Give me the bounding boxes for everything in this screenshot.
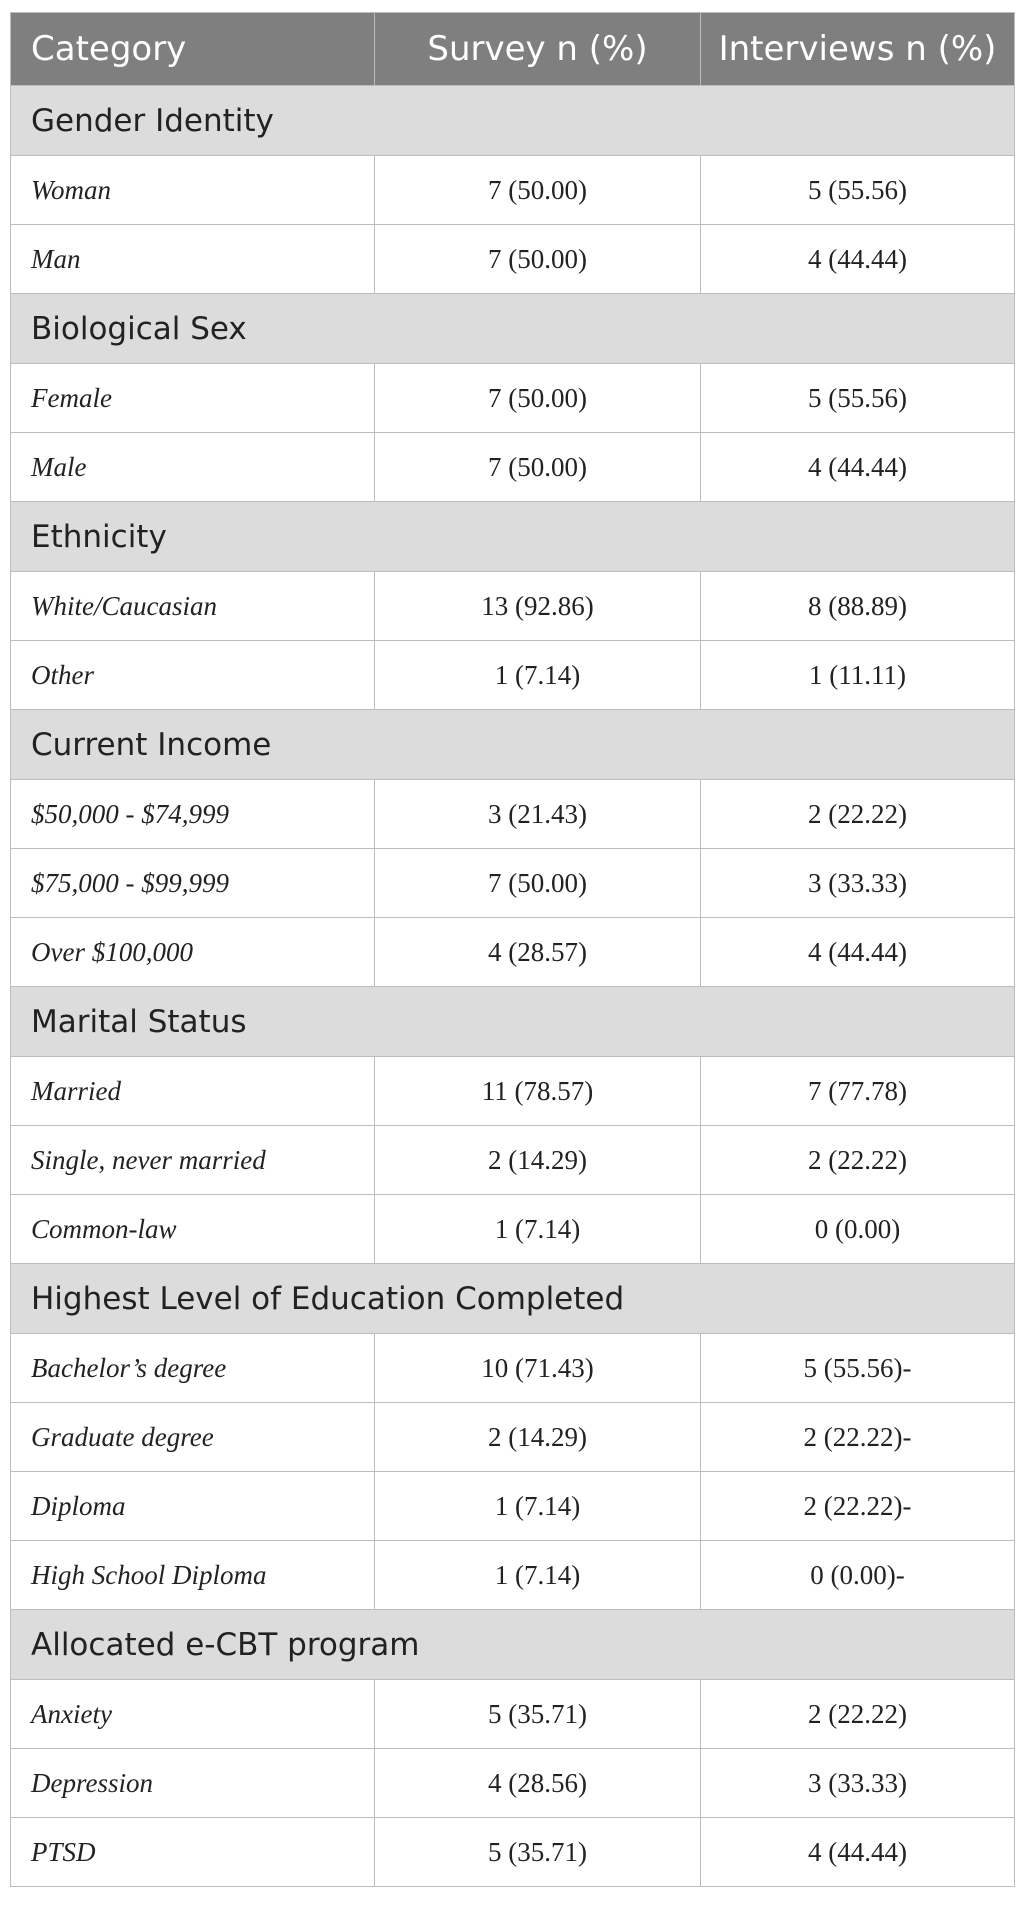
section-header-row	[11, 1264, 1015, 1334]
interviews-value: 5 (55.56)-	[701, 1334, 1015, 1403]
survey-value: 2 (14.29)	[375, 1403, 701, 1472]
survey-value: 1 (7.14)	[375, 1472, 701, 1541]
interviews-value: 2 (22.22)	[701, 780, 1015, 849]
table-row	[11, 225, 1015, 294]
row-label: White/Caucasian	[11, 572, 375, 641]
interviews-value: 1 (11.11)	[701, 641, 1015, 710]
interviews-value: 2 (22.22)-	[701, 1403, 1015, 1472]
survey-value: 13 (92.86)	[375, 572, 701, 641]
row-label: Common-law	[11, 1195, 375, 1264]
row-label: Depression	[11, 1749, 375, 1818]
table-row	[11, 1126, 1015, 1195]
table-row	[11, 156, 1015, 225]
demographics-table	[10, 12, 1015, 1887]
section-header-row	[11, 294, 1015, 364]
table-row	[11, 918, 1015, 987]
section-title: Gender Identity	[11, 86, 1015, 156]
row-label: $50,000 - $74,999	[11, 780, 375, 849]
row-label: Married	[11, 1057, 375, 1126]
survey-value: 4 (28.56)	[375, 1749, 701, 1818]
row-label: Diploma	[11, 1472, 375, 1541]
section-title: Ethnicity	[11, 502, 1015, 572]
interviews-value: 2 (22.22)	[701, 1680, 1015, 1749]
section-header-row	[11, 86, 1015, 156]
interviews-value: 4 (44.44)	[701, 225, 1015, 294]
table-row	[11, 1057, 1015, 1126]
row-label: High School Diploma	[11, 1541, 375, 1610]
survey-value: 4 (28.57)	[375, 918, 701, 987]
interviews-value: 5 (55.56)	[701, 156, 1015, 225]
row-label: PTSD	[11, 1818, 375, 1887]
interviews-value: 8 (88.89)	[701, 572, 1015, 641]
interviews-value: 2 (22.22)	[701, 1126, 1015, 1195]
survey-value: 11 (78.57)	[375, 1057, 701, 1126]
row-label: Other	[11, 641, 375, 710]
survey-value: 5 (35.71)	[375, 1680, 701, 1749]
survey-value: 7 (50.00)	[375, 225, 701, 294]
row-label: Over $100,000	[11, 918, 375, 987]
section-title: Biological Sex	[11, 294, 1015, 364]
interviews-value: 7 (77.78)	[701, 1057, 1015, 1126]
survey-value: 7 (50.00)	[375, 156, 701, 225]
section-title: Current Income	[11, 710, 1015, 780]
table-row	[11, 641, 1015, 710]
table-row	[11, 1541, 1015, 1610]
table-row	[11, 1680, 1015, 1749]
interviews-value: 4 (44.44)	[701, 433, 1015, 502]
row-label: $75,000 - $99,999	[11, 849, 375, 918]
row-label: Man	[11, 225, 375, 294]
survey-value: 1 (7.14)	[375, 1195, 701, 1264]
table-header-row	[11, 13, 1015, 86]
table-row	[11, 1818, 1015, 1887]
row-label: Male	[11, 433, 375, 502]
section-title: Highest Level of Education Completed	[11, 1264, 1015, 1334]
table-row	[11, 364, 1015, 433]
survey-value: 1 (7.14)	[375, 641, 701, 710]
section-header-row	[11, 502, 1015, 572]
table-row	[11, 1334, 1015, 1403]
interviews-value: 5 (55.56)	[701, 364, 1015, 433]
table-row	[11, 1749, 1015, 1818]
row-label: Bachelor’s degree	[11, 1334, 375, 1403]
survey-value: 7 (50.00)	[375, 849, 701, 918]
table-row	[11, 1403, 1015, 1472]
demographics-table-container	[10, 12, 1014, 1887]
survey-value: 10 (71.43)	[375, 1334, 701, 1403]
row-label: Single, never married	[11, 1126, 375, 1195]
row-label: Woman	[11, 156, 375, 225]
survey-value: 1 (7.14)	[375, 1541, 701, 1610]
section-header-row	[11, 1610, 1015, 1680]
table-row	[11, 572, 1015, 641]
table-row	[11, 849, 1015, 918]
row-label: Anxiety	[11, 1680, 375, 1749]
survey-value: 3 (21.43)	[375, 780, 701, 849]
survey-value: 5 (35.71)	[375, 1818, 701, 1887]
survey-value: 7 (50.00)	[375, 364, 701, 433]
table-body	[11, 86, 1015, 1887]
table-row	[11, 780, 1015, 849]
header-category: Category	[11, 13, 375, 86]
interviews-value: 3 (33.33)	[701, 1749, 1015, 1818]
interviews-value: 0 (0.00)	[701, 1195, 1015, 1264]
section-header-row	[11, 710, 1015, 780]
table-row	[11, 1472, 1015, 1541]
interviews-value: 0 (0.00)-	[701, 1541, 1015, 1610]
survey-value: 7 (50.00)	[375, 433, 701, 502]
header-interviews: Interviews n (%)	[701, 13, 1015, 86]
header-survey: Survey n (%)	[375, 13, 701, 86]
interviews-value: 2 (22.22)-	[701, 1472, 1015, 1541]
table-row	[11, 1195, 1015, 1264]
survey-value: 2 (14.29)	[375, 1126, 701, 1195]
interviews-value: 4 (44.44)	[701, 1818, 1015, 1887]
row-label: Graduate degree	[11, 1403, 375, 1472]
table-row	[11, 433, 1015, 502]
section-header-row	[11, 987, 1015, 1057]
interviews-value: 4 (44.44)	[701, 918, 1015, 987]
row-label: Female	[11, 364, 375, 433]
section-title: Allocated e-CBT program	[11, 1610, 1015, 1680]
section-title: Marital Status	[11, 987, 1015, 1057]
interviews-value: 3 (33.33)	[701, 849, 1015, 918]
